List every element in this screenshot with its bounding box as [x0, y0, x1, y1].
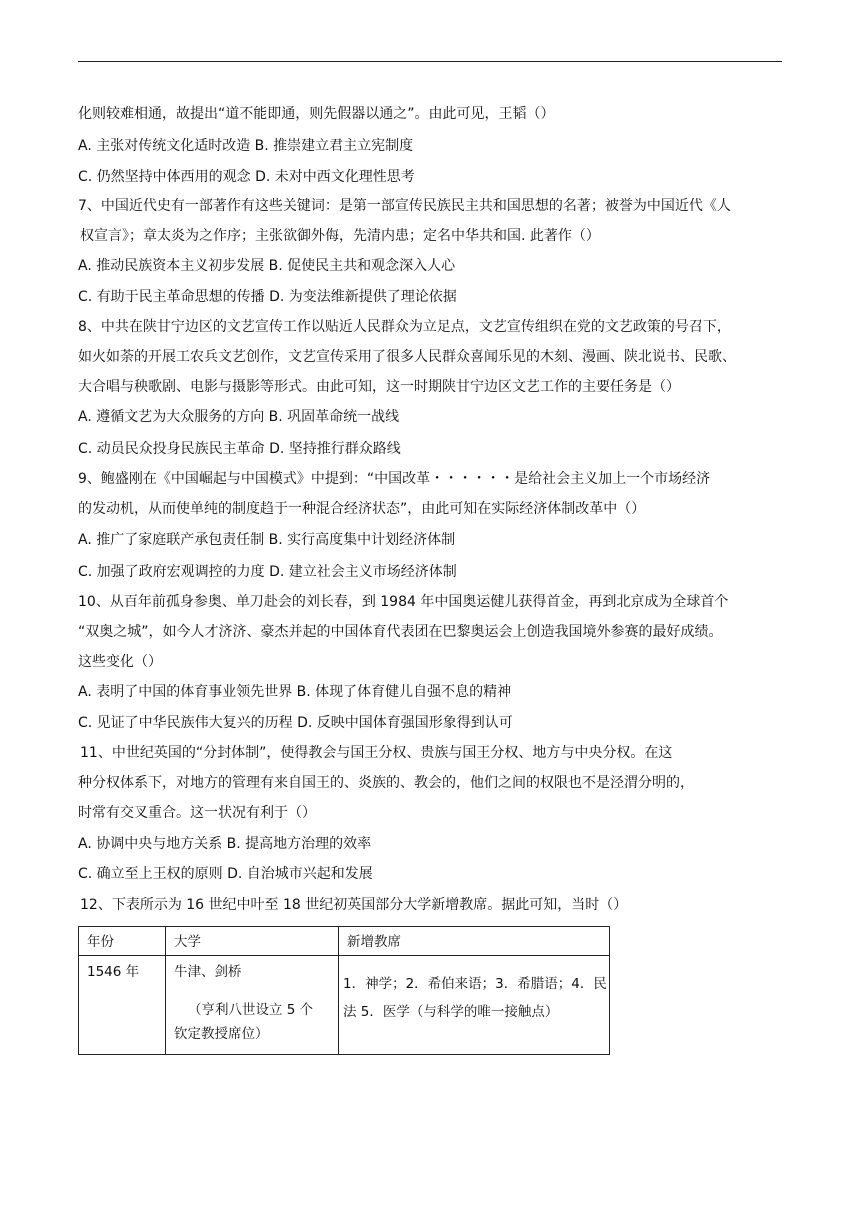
cell-university-note: （亨利八世设立 5 个: [188, 1002, 314, 1018]
text-line: “双奥之城”，如今人才济济、豪杰并起的中国体育代表团在巴黎奥运会上创造我国境外参赛的最好成绩。: [78, 624, 723, 640]
text-line: 这些变化（）: [78, 654, 162, 670]
header-rule: [78, 61, 782, 62]
option-line: C. 有助于民主革命思想的传播 D. 为变法维新提供了理论依据: [78, 289, 457, 305]
text-line: 权宣言》；章太炎为之作序；主张欲御外侮，先清内患；定名中华共和国. 此著作（）: [80, 228, 600, 244]
cell-university: 牛津、剑桥: [174, 964, 242, 980]
header-year: 年份: [87, 934, 114, 950]
question-10: 10、从百年前孤身参奥、单刀赴会的刘长春，到 1984 年中国奥运健儿获得首金，再到北京成为全球首个: [78, 594, 729, 610]
question-8: 8、中共在陕甘宁边区的文艺宣传工作以贴近人民群众为立足点，文艺宣传组织在党的文艺政策的号召下，: [78, 319, 731, 335]
text-line: 如火如荼的开展工农兵文艺创作，文艺宣传采用了很多人民群众喜闻乐见的木刻、漫画、陕北说书、民歌、: [78, 349, 736, 365]
table-header-row: [79, 927, 610, 956]
chairs-table: [78, 926, 610, 1055]
header-university: 大学: [174, 934, 201, 950]
cell-chairs: 法 5．医学（与科学的唯一接触点）: [343, 1004, 559, 1020]
option-line: C. 见证了中华民族伟大复兴的历程 D. 反映中国体育强国形象得到认可: [78, 715, 513, 731]
text-line: 种分权体系下，对地方的管理有来自国王的、炎族的、教会的，他们之间的权限也不是泾渭分明的，: [78, 775, 694, 791]
text-line: 时常有交叉重合。这一状况有利于（）: [78, 805, 316, 821]
option-line: A. 推动民族资本主义初步发展 B. 促使民主共和观念深入人心: [78, 258, 456, 274]
option-line: C. 仍然坚持中体西用的观念 D. 未对中西文化理性思考: [78, 169, 415, 185]
text-line: 化则较难相通，故提出“道不能即通，则先假器以通之”。由此可见，王韬（）: [78, 106, 555, 122]
option-line: A. 主张对传统文化适时改造 B. 推崇建立君主立宪制度: [78, 138, 414, 154]
option-line: C. 动员民众投身民族民主革命 D. 坚持推行群众路线: [78, 441, 401, 457]
question-12: 12、下表所示为 16 世纪中叶至 18 世纪初英国部分大学新增教席。据此可知，当时（）: [80, 897, 628, 913]
cell-chairs: 1．神学；2．希伯来语；3．希腊语；4．民: [343, 976, 607, 992]
question-7: 7、中国近代史有一部著作有这些关键词：是第一部宣传民族民主共和国思想的名著；被誉为中国近代《人: [78, 198, 731, 214]
option-line: A. 遵循文艺为大众服务的方向 B. 巩固革命统一战线: [78, 409, 400, 425]
option-line: A. 表明了中国的体育事业领先世界 B. 体现了体育健儿自强不息的精神: [78, 684, 512, 700]
option-line: C. 加强了政府宏观调控的力度 D. 建立社会主义市场经济体制: [78, 564, 457, 580]
header-chairs: 新增教席: [347, 934, 401, 950]
option-line: A. 推广了家庭联产承包责任制 B. 实行高度集中计划经济体制: [78, 532, 456, 548]
option-line: A. 协调中央与地方关系 B. 提高地方治理的效率: [78, 836, 372, 852]
table-row: [79, 956, 610, 1055]
text-line: 的发动机，从而使单纯的制度趋于一种混合经济状态”，由此可知在实际经济体制改革中（）: [78, 501, 646, 517]
question-11: 11、中世纪英国的“分封体制”，使得教会与国王分权、贵族与国王分权、地方与中央分权。在这: [80, 745, 673, 761]
text-line: 大合唱与秧歌剧、电影与摄影等形式。由此可知，这一时期陕甘宁边区文艺工作的主要任务是（）: [78, 379, 680, 395]
option-line: C. 确立至上王权的原则 D. 自治城市兴起和发展: [78, 866, 373, 882]
cell-university-note: 钦定教授席位）: [174, 1026, 269, 1042]
cell-year: 1546 年: [87, 964, 140, 980]
question-9: 9、鲍盛刚在《中国崛起与中国模式》中提到：“中国改革・・・・・・是给社会主义加上一个市场经济: [78, 471, 711, 487]
